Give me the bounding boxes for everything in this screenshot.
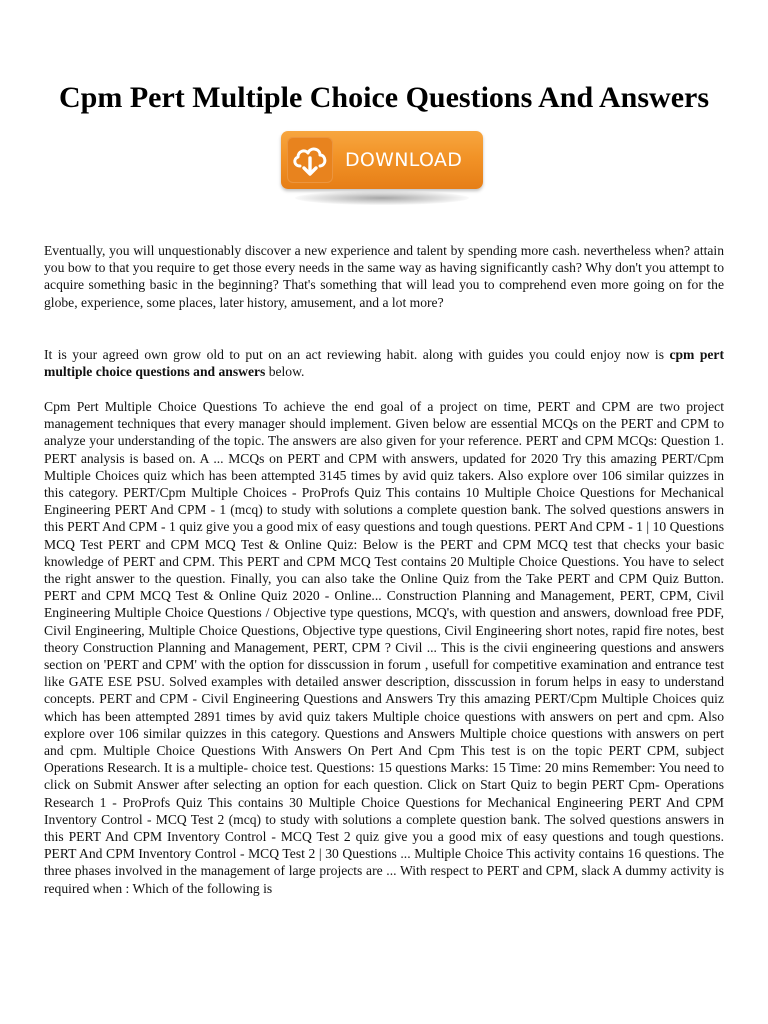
download-button-wrapper — [281, 131, 485, 211]
habit-paragraph-outro: below. — [265, 364, 305, 380]
cloud-download-icon — [287, 137, 333, 183]
download-button-shadow — [295, 191, 469, 205]
habit-paragraph-bold-title: cpm pert multiple choice questions and answers — [44, 347, 724, 380]
download-button-label: DOWNLOAD — [345, 149, 463, 171]
download-button[interactable] — [281, 131, 483, 189]
page-title: Cpm Pert Multiple Choice Questions And Answers — [58, 81, 709, 114]
habit-paragraph — [44, 346, 724, 380]
intro-paragraph: Eventually, you will unquestionably discover a new experience and talent by spending more cash. nevertheless when? attain you bow to that you require to get those every needs in the same way as having significantly cash? Why don't you attempt to acquire something basic in the beginning? That's something that will lead you to comprehend even more going on for the globe, experience, some places, later history, amusement, and a lot more? — [44, 243, 724, 310]
habit-paragraph-intro: It is your agreed own grow old to put on an act reviewing habit. along with guides you could enjoy now is — [44, 347, 670, 362]
main-content-paragraph: Cpm Pert Multiple Choice Questions To achieve the end goal of a project on time, PERT and CPM are two project management techniques that every manager should implement. Given below are essential MCQs on the PERT and CPM to analyze your understanding of the topic. The answers are also given for your reference. PERT and CPM MCQs: Question 1. PERT analysis is based on. A ... MCQs on PERT and CPM with answers, updated for 2020 Try this amazing PERT/Cpm Multiple Choices quiz which has been attempted 3145 times by avid quiz takers. Also explore over 106 similar quizzes in this category. PERT/Cpm Multiple Choices - ProProfs Quiz This contains 10 Multiple Choice Questions for Mechanical Engineering PERT And CPM - 1 (mcq) to study with solutions a complete question bank. The solved questions answers in this PERT And CPM - 1 quiz give you a good mix of easy questions and tough questions. PERT And CPM - 1 | 10 Questions MCQ Test PERT and CPM MCQ Test & Online Quiz: Below is the PERT and CPM MCQ test that checks your basic knowledge of PERT and CPM. This PERT and CPM MCQ Test contains 20 Multiple Choice Questions. You have to select the right answer to the question. Finally, you can also take the Online Quiz from the Take PERT and CPM Quiz Button. PERT and CPM MCQ Test & Online Quiz 2020 - Online... Construction Planning and Management, PERT, CPM, Civil Engineering Multiple Choice Questions / Objective type questions, MCQ's, with question and answers, download free PDF, Civil Engineering, Multiple Choice Questions, Objective type questions, Civil Engineering short notes, rapid fire notes, best theory Construction Planning and Management, PERT, CPM ? Civil ... This is the civii engineering questions and answers section on 'PERT and CPM' with the option for disscussion in forum , usefull for competitive examination and entrance test like GATE ESE PSU. Solved examples with detailed answer description, disscussion in forum helps in easy to understand concepts. PERT and CPM - Civil Engineering Questions and Answers Try this amazing PERT/Cpm Multiple Choices quiz which has been attempted 2891 times by avid quiz takers Multiple choice questions with answers on pert and cpm. Also explore over 106 similar quizzes in this category. Questions and Answers Multiple choice questions with answers on pert and cpm. Multiple Choice Questions With Answers On Pert And Cpm This test is on the topic PERT CPM, subject Operations Research. It is a multiple- choice test. Questions: 15 questions Marks: 15 Time: 20 mins Remember: You need to click on Submit Answer after selecting an option for each question. Click on Start Quiz to begin PERT Cpm- Operations Research 1 - ProProfs Quiz This contains 30 Multiple Choice Questions for Mechanical Engineering PERT And CPM Inventory Control - MCQ Test 2 (mcq) to study with solutions a complete question bank. The solved questions answers in this PERT And CPM Inventory Control - MCQ Test 2 quiz give you a good mix of easy questions and tough questions. PERT And CPM Inventory Control - MCQ Test 2 | 30 Questions ... Multiple Choice This activity contains 16 questions. The three phases involved in the management of large projects are ... With respect to PERT and CPM, slack A dummy activity is required when : Which of the following is — [44, 399, 724, 896]
